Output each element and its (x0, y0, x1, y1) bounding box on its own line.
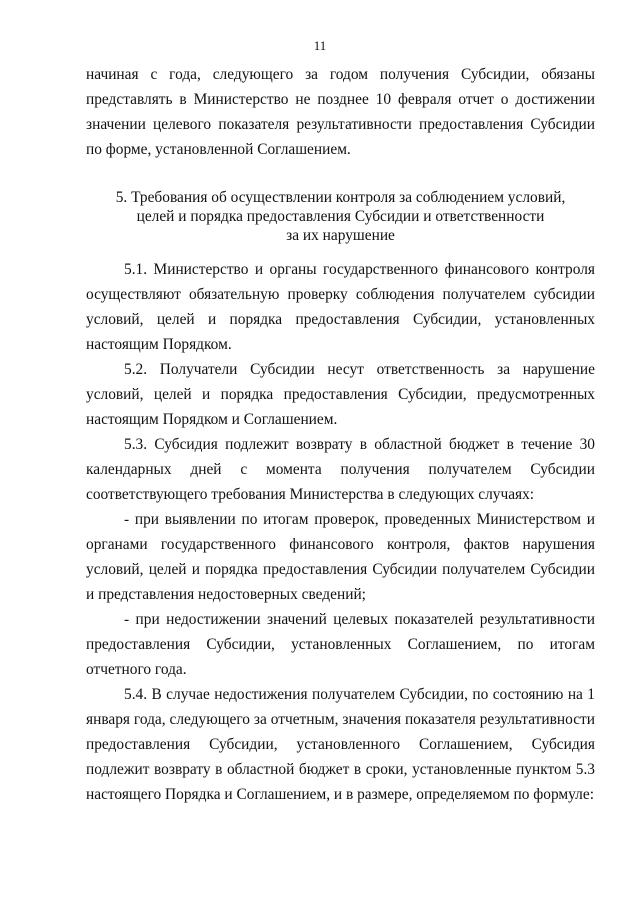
section-heading-line-1: 5. Требования об осуществлении контроля за соблюдением условий, (115, 189, 566, 206)
intro-paragraph: начиная с года, следующего за годом получения Субсидии, обязаны представлять в Министерство не позднее 10 февраля отчет о достижении значении целевого показателя результативности предоставления Субсидии по форме, установленной Соглашением. (86, 66, 595, 158)
paragraph-5-3: 5.3. Субсидия подлежит возврату в областной бюджет в течение 30 календарных дней с момента получения получателем Субсидии соответствующего требования Министерства в следующих случаях: (86, 436, 595, 503)
section-heading-line-2: целей и порядка предоставления Субсидии и ответственности (136, 208, 545, 225)
section-heading (86, 188, 595, 245)
section-body (86, 257, 595, 807)
section-heading-line-3: за их нарушение (286, 227, 395, 244)
intro-block (86, 62, 595, 162)
list-item-1: - при выявлении по итогам проверок, проведенных Министерством и органами государственного финансового контроля, фактов нарушения условий, целей и порядка предоставления Субсидии получателем Субсидии и представления недостоверных сведений; (86, 511, 595, 603)
list-item-2: - при недостижении значений целевых показателей результативности предоставления Субсидии, установленных Соглашением, по итогам отчетного года. (86, 611, 595, 678)
page-number: 11 (313, 38, 327, 53)
paragraph-5-2: 5.2. Получатели Субсидии несут ответственность за нарушение условий, целей и порядка предоставления Субсидии, предусмотренных настоящим Порядком и Соглашением. (86, 361, 595, 428)
paragraph-5-1: 5.1. Министерство и органы государственного финансового контроля осуществляют обязательную проверку соблюдения получателем субсидии условий, целей и порядка предоставления Субсидии, установленных настоящим Порядком. (86, 261, 595, 353)
paragraph-5-4: 5.4. В случае недостижения получателем Субсидии, по состоянию на 1 января года, следующего за отчетным, значения показателя результативности предоставления Субсидии, установленного Соглашением, Субсидия подлежит возврату в областной бюджет в сроки, установленные пунктом 5.3 настоящего Порядка и Соглашением, и в размере, определяемом по формуле: (86, 686, 595, 803)
